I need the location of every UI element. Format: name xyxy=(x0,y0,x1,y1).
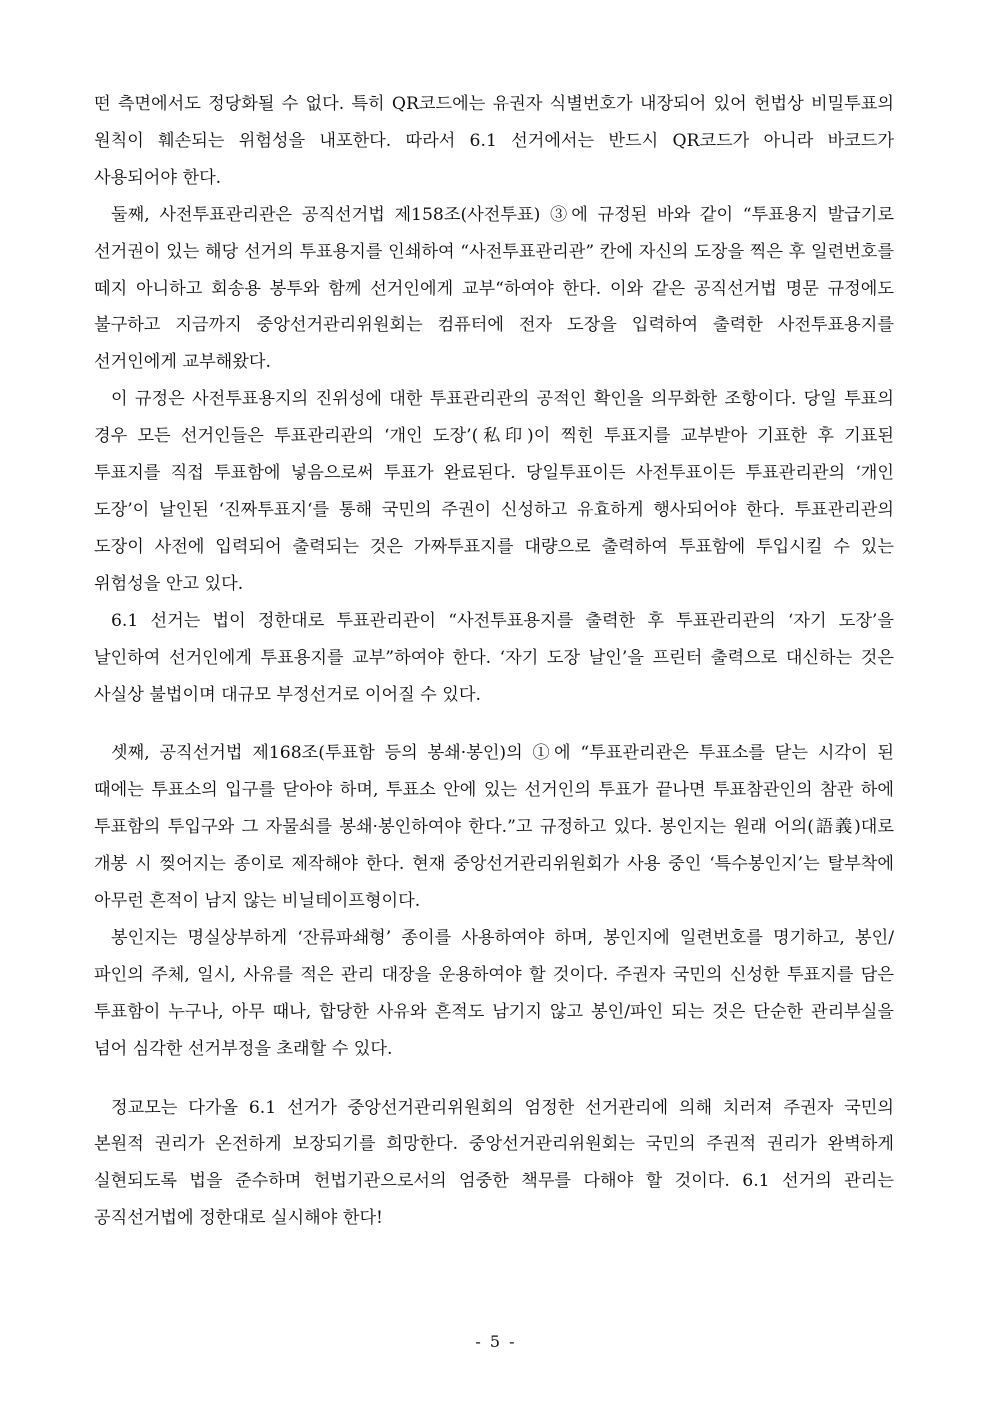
paragraph-seal-regulation: 이 규정은 사전투표용지의 진위성에 대한 투표관리관의 공적인 확인을 의무화한 조항이다. 당일 투표의 경우 모든 선거인들은 투표관리관의 ‘개인 도장’(私印)이 찍힌 투표지를 교부받아 기표한 후 기표된 투표지를 직접 투표함에 넣음으로써 투표가 완료된다. 당일투표이든 사전투표이든 투표관리관의 ‘개인 도장’이 날인된 ‘진짜투표지‘를 통해 국민의 주권이 신성하고 유효하게 행사되어야 한다. 투표관리관의 도장이 사전에 입력되어 출력되는 것은 가짜투표지를 대량으로 출력하여 투표함에 투입시킬 수 있는 위험성을 안고 있다. xyxy=(94,389,894,594)
document-body xyxy=(94,86,894,1237)
paragraph-third-point: 셋째, 공직선거법 제168조(투표함 등의 봉쇄·봉인)의 ①에 “투표관리관은 투표소를 닫는 시각이 된 때에는 투표소의 입구를 닫아야 하며, 투표소 안에 있는 선거인의 투표가 끝나면 투표참관인의 참관 하에 투표함의 투입구와 그 자물쇠를 봉쇄·봉인하여야 한다.”고 규정하고 있다. 봉인지는 원래 어의(語義)대로 개봉 시 찢어지는 종이로 제작해야 한다. 현재 중앙선거관리위원회가 사용 중인 ‘특수봉인지’는 탈부착에 아무런 흔적이 남지 않는 비닐테이프형이다. xyxy=(94,743,894,912)
paragraph-second-point: 둘째, 사전투표관리관은 공직선거법 제158조(사전투표) ③에 규정된 바와 같이 “투표용지 발급기로 선거권이 있는 해당 선거의 투표용지를 인쇄하여 “사전투표관리관” 칸에 자신의 도장을 찍은 후 일련번호를 떼지 아니하고 회송용 봉투와 함께 선거인에게 교부“하여야 한다. 이와 같은 공직선거법 명문 규정에도 불구하고 지금까지 중앙선거관리위원회는 컴퓨터에 전자 도장을 입력하여 출력한 사전투표용지를 선거인에게 교부해왔다. xyxy=(94,204,894,373)
paragraph-seal-paper: 봉인지는 명실상부하게 ‘잔류파쇄형’ 종이를 사용하여야 하며, 봉인지에 일련번호를 명기하고, 봉인/파인의 주체, 일시, 사유를 적은 관리 대장을 운용하여야 할 것이다. 주권자 국민의 신성한 투표지를 담은 투표함이 누구나, 아무 때나, 합당한 사유와 흔적도 남기지 않고 봉인/파인 되는 것은 단순한 관리부실을 넘어 심각한 선거부정을 초래할 수 있다. xyxy=(94,927,894,1059)
paragraph-qr-code-continuation: 떤 측면에서도 정당화될 수 없다. 특히 QR코드에는 유권자 식별번호가 내장되어 있어 헌법상 비밀투표의 원칙이 훼손되는 위험성을 내포한다. 따라서 6.1 선거에서는 반드시 QR코드가 아니라 바코드가 사용되어야 한다. xyxy=(94,94,894,188)
page-number: - 5 - xyxy=(475,1332,517,1351)
paragraph-conclusion: 정교모는 다가올 6.1 선거가 중앙선거관리위원회의 엄정한 선거관리에 의해 치러져 주권자 국민의 본원적 권리가 온전하게 보장되기를 희망한다. 중앙선거관리위원회는 국민의 주권적 권리가 완벽하게 실현되도록 법을 준수하며 헌법기관으로서의 엄중한 책무를 다해야 할 것이다. 6.1 선거의 관리는 공직선거법에 정한대로 실시해야 한다! xyxy=(94,1097,894,1229)
paragraph-six-one-election-seal: 6.1 선거는 법이 정한대로 투표관리관이 “사전투표용지를 출력한 후 투표관리관의 ‘자기 도장’을 날인하여 선거인에게 투표용지를 교부”하여야 한다. ‘자기 도장 날인’을 프린터 출력으로 대신하는 것은 사실상 불법이며 대규모 부정선거로 이어질 수 있다. xyxy=(94,610,894,705)
